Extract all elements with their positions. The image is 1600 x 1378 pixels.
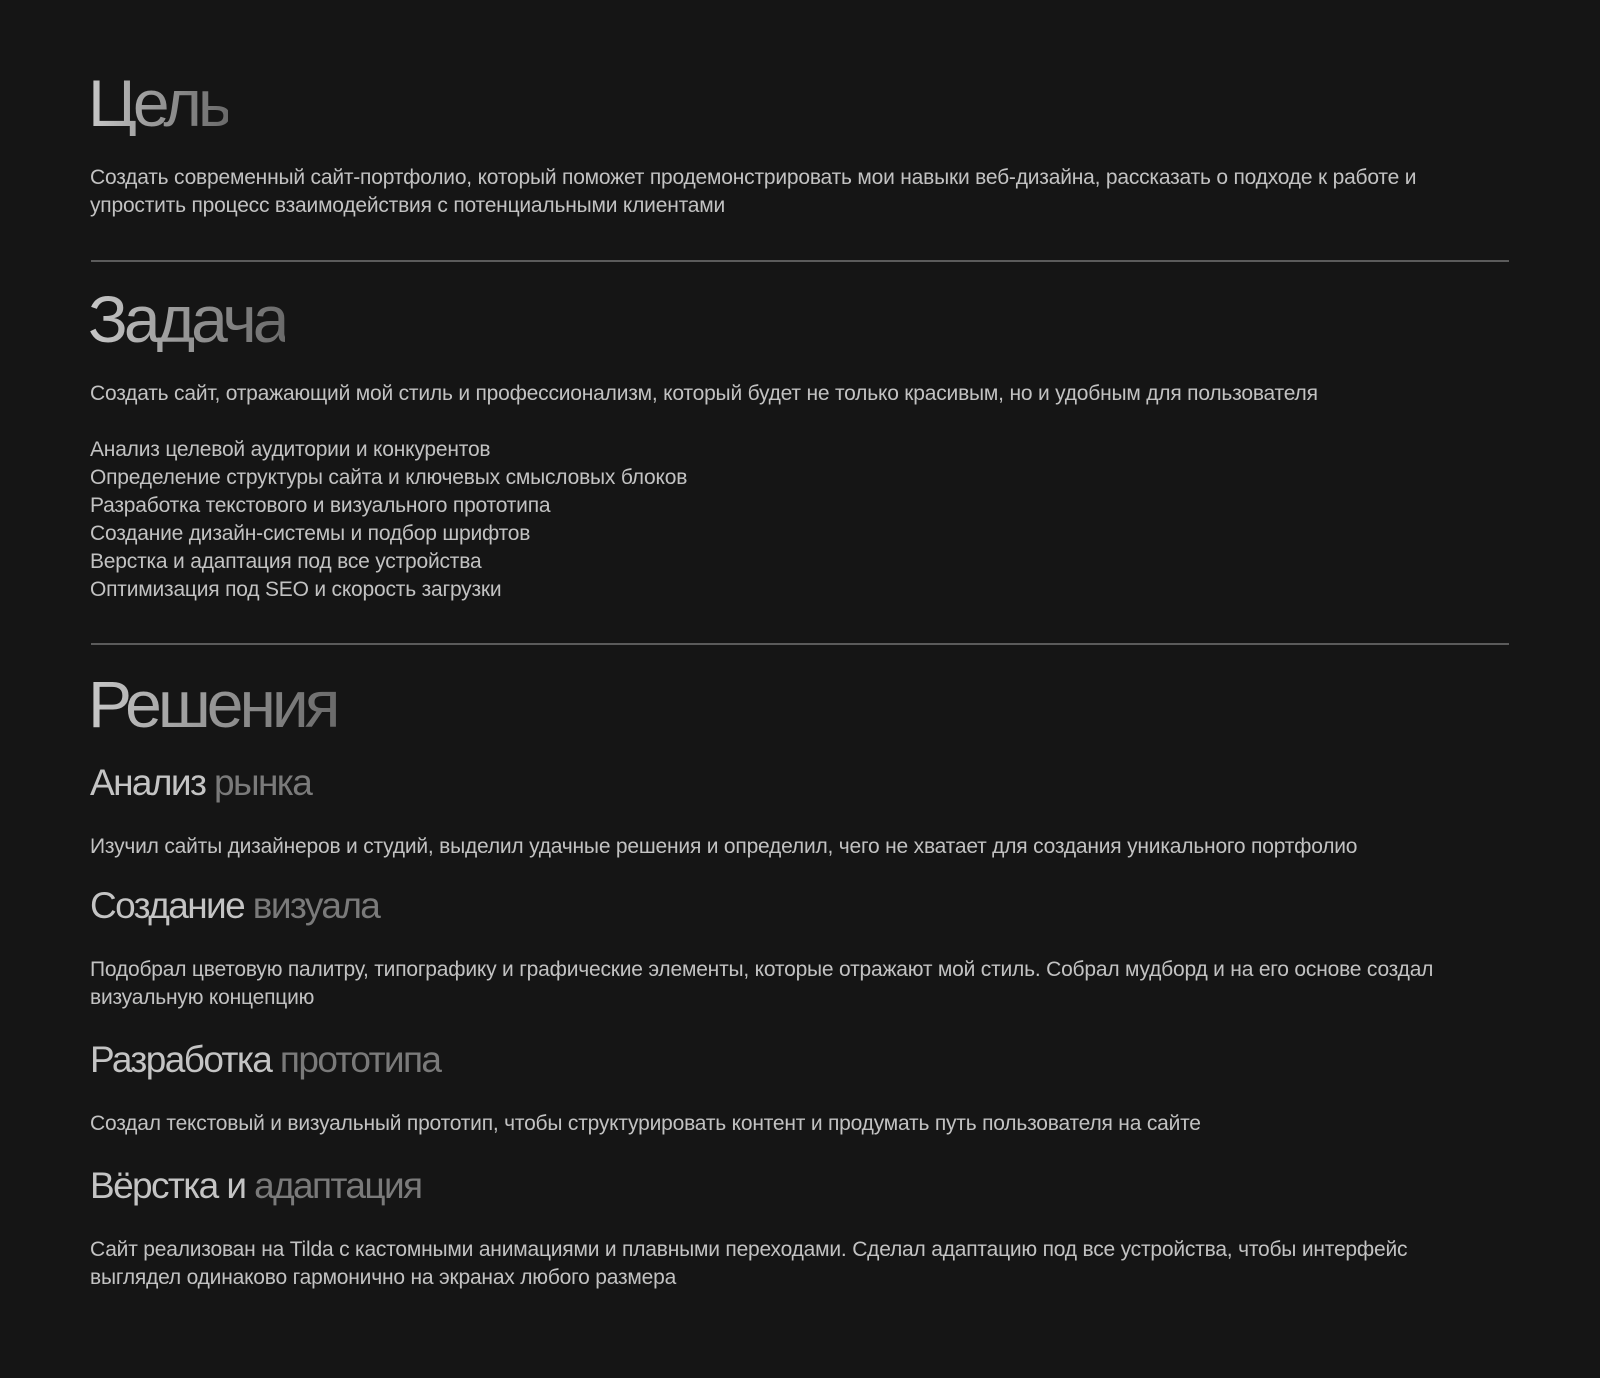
goal-text: Создать современный сайт-портфолио, который поможет продемонстрировать мои навыки веб-дизайна, рассказать о подходе к работе и упростить процесс взаимодействия с потенциальными клиентами	[90, 166, 1417, 217]
goal-heading: Цель	[88, 66, 229, 140]
task-list-item: Определение структуры сайта и ключевых смысловых блоков	[90, 466, 688, 489]
task-list-item: Разработка текстового и визуального прототипа	[90, 494, 551, 517]
task-heading: Задача	[88, 282, 286, 356]
solution-title-visual	[90, 887, 379, 924]
task-list-item: Анализ целевой аудитории и конкурентов	[90, 438, 491, 461]
solutions-heading: Решения	[88, 667, 337, 741]
solution-text-visual: Подобрал цветовую палитру, типографику и графические элементы, которые отражают мой стиль. Собрал мудборд и на его основе создал визуальную концепцию	[90, 958, 1434, 1009]
task-text: Создать сайт, отражающий мой стиль и профессионализм, который будет не только красивым, но и удобным для пользователя	[90, 382, 1318, 405]
solution-text-prototype: Создал текстовый и визуальный прототип, чтобы структурировать контент и продумать путь пользователя на сайте	[90, 1112, 1201, 1135]
task-list-item: Оптимизация под SEO и скорость загрузки	[90, 578, 502, 601]
solution-text-layout: Сайт реализован на Tilda с кастомными анимациями и плавными переходами. Сделал адаптацию под все устройства, чтобы интерфейс выглядел одинаково гармонично на экранах любого размера	[90, 1238, 1408, 1289]
task-list-item: Создание дизайн-системы и подбор шрифтов	[90, 522, 531, 545]
solution-title-tail: рынка	[214, 762, 312, 803]
section-divider	[91, 643, 1509, 645]
task-list-item: Верстка и адаптация под все устройства	[90, 550, 482, 573]
section-divider	[91, 260, 1509, 262]
solution-title-layout	[90, 1167, 421, 1204]
solution-text-market-analysis: Изучил сайты дизайнеров и студий, выделил удачные решения и определил, чего не хватает для создания уникального портфолио	[90, 835, 1358, 858]
task-list	[90, 436, 687, 604]
solution-title-lead: Создание	[90, 885, 245, 926]
solution-title-tail: визуала	[252, 885, 380, 926]
solution-title-lead: Разработка	[90, 1039, 272, 1080]
solution-title-prototype	[90, 1041, 440, 1078]
solution-title-lead: Вёрстка и	[90, 1165, 246, 1206]
solution-title-tail: адаптация	[254, 1165, 422, 1206]
solution-title-lead: Анализ	[90, 762, 206, 803]
solution-title-tail: прототипа	[279, 1039, 441, 1080]
solution-title-market-analysis	[90, 764, 311, 801]
